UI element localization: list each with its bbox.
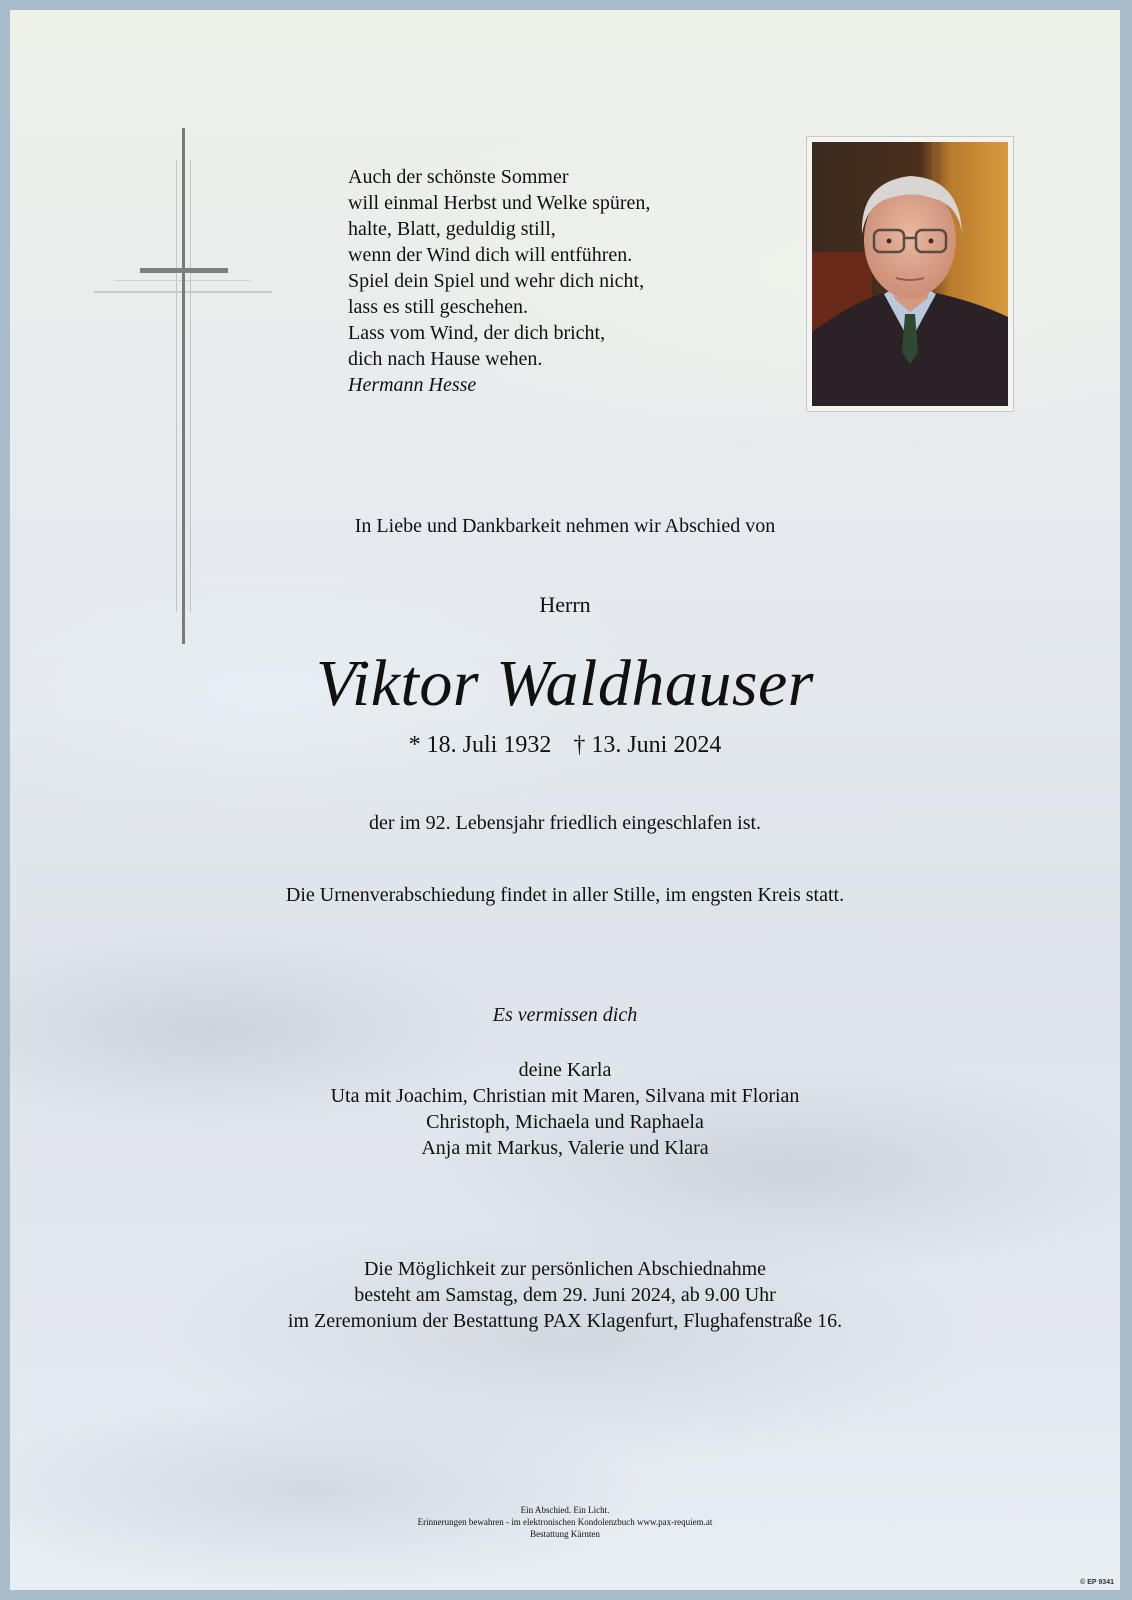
poem-line: Lass vom Wind, der dich bricht,: [348, 322, 606, 344]
mourner-line: Anja mit Markus, Valerie und Klara: [421, 1137, 709, 1159]
portrait-photo: [806, 136, 1014, 412]
mourners-list: [10, 1057, 1120, 1161]
poem-author: Hermann Hesse: [348, 374, 477, 396]
poem-line: dich nach Hause wehen.: [348, 348, 543, 370]
farewell-line: besteht am Samstag, dem 29. Juni 2024, ab 9.00 Uhr: [354, 1284, 776, 1306]
document-code: © EP 9341: [1080, 1579, 1114, 1586]
poem: [348, 164, 650, 398]
poem-line: lass es still geschehen.: [348, 296, 528, 318]
mourner-line: Christoph, Michaela und Raphaela: [426, 1111, 704, 1133]
ceremony-text: Die Urnenverabschiedung findet in aller Stille, im engsten Kreis statt.: [285, 884, 845, 906]
poem-line: wenn der Wind dich will entführen.: [348, 244, 633, 266]
portrait-image: [812, 142, 1008, 406]
footer-line: Bestattung Kärnten: [530, 1529, 600, 1539]
mourner-line: Uta mit Joachim, Christian mit Maren, Silvana mit Florian: [330, 1085, 800, 1107]
salutation: Herrn: [539, 592, 591, 617]
life-dates: [10, 732, 1120, 759]
poem-line: will einmal Herbst und Welke spüren,: [348, 192, 651, 214]
obituary-card: [10, 10, 1120, 1590]
intro-text: In Liebe und Dankbarkeit nehmen wir Abschied von: [354, 515, 776, 537]
deceased-name: Viktor Waldhauser: [316, 647, 814, 720]
mourners-title: Es vermissen dich: [492, 1004, 638, 1026]
death-date: † 13. Juni 2024: [573, 732, 722, 758]
birth-date: * 18. Juli 1932: [408, 732, 552, 758]
poem-line: Spiel dein Spiel und wehr dich nicht,: [348, 270, 645, 292]
footer-line: Erinnerungen bewahren - im elektronischen Kondolenzbuch www.pax-requiem.at: [417, 1517, 713, 1527]
footer-line: Ein Abschied. Ein Licht.: [520, 1505, 610, 1515]
farewell-line: im Zeremonium der Bestattung PAX Klagenfurt, Flughafenstraße 16.: [287, 1310, 843, 1332]
farewell-line: Die Möglichkeit zur persönlichen Abschiednahme: [363, 1258, 767, 1280]
age-text: der im 92. Lebensjahr friedlich eingeschlafen ist.: [368, 812, 762, 834]
mourner-line: deine Karla: [518, 1059, 612, 1081]
footer: [10, 1504, 1120, 1540]
farewell-info: [10, 1256, 1120, 1334]
poem-line: Auch der schönste Sommer: [348, 166, 569, 188]
poem-line: halte, Blatt, geduldig still,: [348, 218, 556, 240]
